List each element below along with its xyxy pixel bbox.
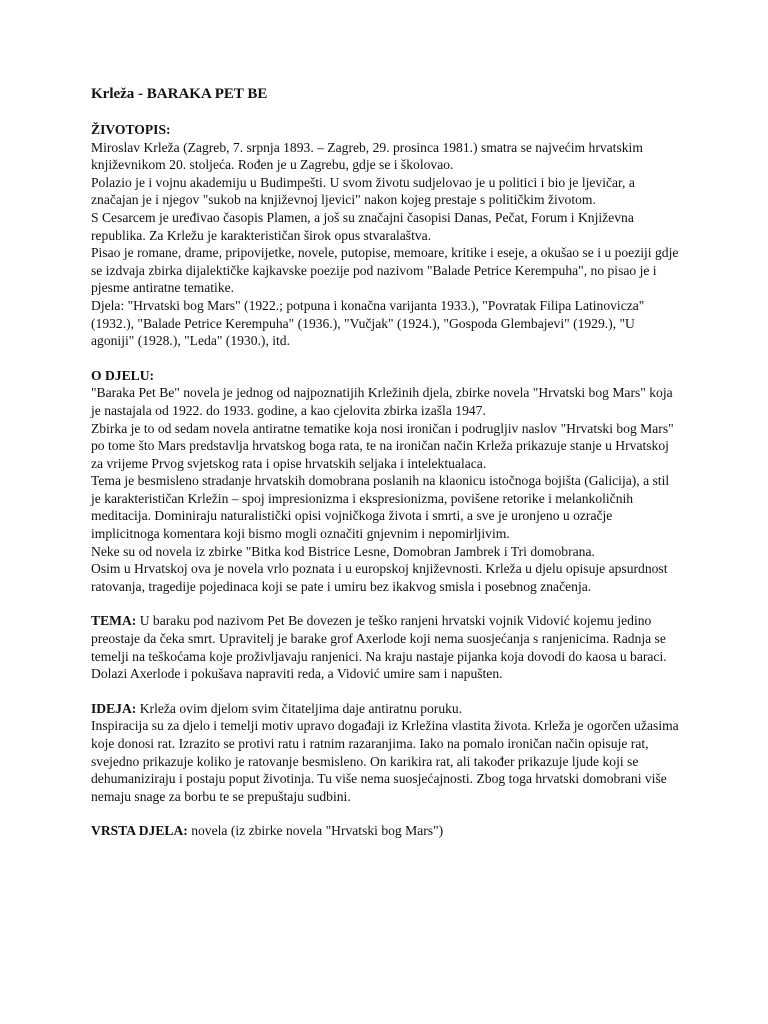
tema-paragraph	[91, 612, 681, 682]
vrsta-djela-paragraph	[91, 822, 681, 840]
section-zivotopis	[91, 121, 681, 350]
ideja-heading: IDEJA:	[91, 700, 137, 716]
tema-text: U baraku pod nazivom Pet Be dovezen je teško ranjeni hrvatski vojnik Vidović kojemu jedino preostaje da čeka smrt. Upravitelj je barake grof Axerlode koji nema suosjećanja s ranjenicima. Radnja se temelji na teškoćama koje proživljavaju ranjenici. Na kraju nastaje pijanka koja dovodi do kaosa u baraci. Dolazi Axerlode i pokušava napraviti reda, a Vidović umire sam i napušten.	[91, 613, 667, 682]
o-djelu-paragraph: Zbirka je to od sedam novela antiratne tematike koja nosi ironičan i podrugljiv naslov "Hrvatski bog Mars" po tome što Mars predstavlja hrvatskog boga rata, te na ironičan način Krleža prikazuje stanje u Hrvatskoj za vrijeme Prvog svjetskog rata i opise hrvatskih seljaka i intelektualaca.	[91, 420, 674, 471]
section-ideja	[91, 700, 681, 806]
ideja-text: Krleža ovim djelom svim čitateljima daje antiratnu poruku.	[136, 700, 463, 716]
tema-heading: TEMA:	[91, 613, 137, 629]
zivotopis-paragraph: Polazio je i vojnu akademiju u Budimpešti. U svom životu sudjelovao je u politici i bio je ljevičar, a značajan je i njegov "sukob na književnoj ljevici" nakon kojeg prestaje s političkim životom.	[91, 174, 635, 208]
vrsta-djela-heading: VRSTA DJELA:	[91, 823, 188, 839]
o-djelu-paragraph: Neke su od novela iz zbirke "Bitka kod Bistrice Lesne, Domobran Jambrek i Tri domobrana.	[91, 543, 595, 559]
o-djelu-paragraph: Tema je besmisleno stradanje hrvatskih domobrana poslanih na klaonicu istočnoga bojišta (Galicija), a stil je karakterističan Krležin – spoj impresionizma i ekspresionizma, povišene retorike i melankoličnih meditacija. Dominiraju naturalistički opisi vojničkoga života i smrti, a sve je uronjeno u ozračje implicitnoga komentara koji bismo mogli označiti gnjevnim i nepomirljivim.	[91, 473, 670, 542]
ideja-paragraph: Inspiracija su za djelo i temelji motiv upravo događaji iz Krležina vlastita života. Krleža je ogorčen užasima koje donosi rat. Izrazito se protivi ratu i ratnim razaranjima. Iako na pomalo ironičan način opisuje rat, svejedno prikazuje koliko je ratovanje besmisleno. On karikira rat, ali također prikazuje ljude koji se dehumaniziraju i postaju poput životinja. Tu više nema suosjećajnosti. Zbog toga hrvatski domobrani više nemaju snage za borbu te se prepuštaju sudbini.	[91, 718, 679, 804]
section-vrsta-djela	[91, 822, 681, 840]
zivotopis-paragraph: S Cesarcem je uređivao časopis Plamen, a još su značajni časopisi Danas, Pečat, Forum i Književna republika. Za Krležu je karakterističan širok opus stvaralaštva.	[91, 209, 634, 243]
zivotopis-paragraph: Miroslav Krleža (Zagreb, 7. srpnja 1893. – Zagreb, 29. prosinca 1981.) smatra se najvećim hrvatskim književnikom 20. stoljeća. Rođen je u Zagrebu, gdje se i školovao.	[91, 139, 643, 173]
zivotopis-works-paragraph: Djela: "Hrvatski bog Mars" (1922.; potpuna i konačna varijanta 1933.), "Povratak Filipa Latinovicza" (1932.), "Balade Petrice Kerempuha" (1936.), "Vučjak" (1924.), "Gospoda Glembajevi" (1929.), "U agoniji" (1928.), "Leda" (1930.), itd.	[91, 297, 645, 349]
zivotopis-heading: ŽIVOTOPIS:	[91, 122, 171, 137]
document-page	[91, 84, 681, 857]
o-djelu-heading: O DJELU:	[91, 367, 155, 383]
vrsta-djela-text: novela (iz zbirke novela "Hrvatski bog Mars")	[187, 823, 444, 839]
ideja-lead	[91, 700, 681, 718]
document-title: Krleža - BARAKA PET BE	[91, 86, 268, 102]
section-tema	[91, 612, 681, 682]
zivotopis-paragraph: Pisao je romane, drame, pripovijetke, novele, putopise, memoare, kritike i eseje, a okušao se i u poeziji gdje se izdvaja zbirka dijalektičke kajkavske poezije pod nazivom "Balade Petrice Kerempuha", no pisao je i pjesme antiratne tematike.	[91, 245, 679, 296]
o-djelu-paragraph: Osim u Hrvatskoj ova je novela vrlo poznata i u europskoj književnosti. Krleža u djelu opisuje apsurdnost ratovanja, tragedije pojedinaca koji se pate i umiru bez ikakvog smisla i posebnog značenja.	[91, 561, 668, 594]
o-djelu-paragraph: "Baraka Pet Be" novela je jednog od najpoznatijih Krležinih djela, zbirke novela "Hrvatski bog Mars" koja je nastajala od 1922. do 1933. godine, a kao cjelovita zbirka izašla 1947.	[91, 385, 673, 418]
section-o-djelu	[91, 367, 681, 596]
